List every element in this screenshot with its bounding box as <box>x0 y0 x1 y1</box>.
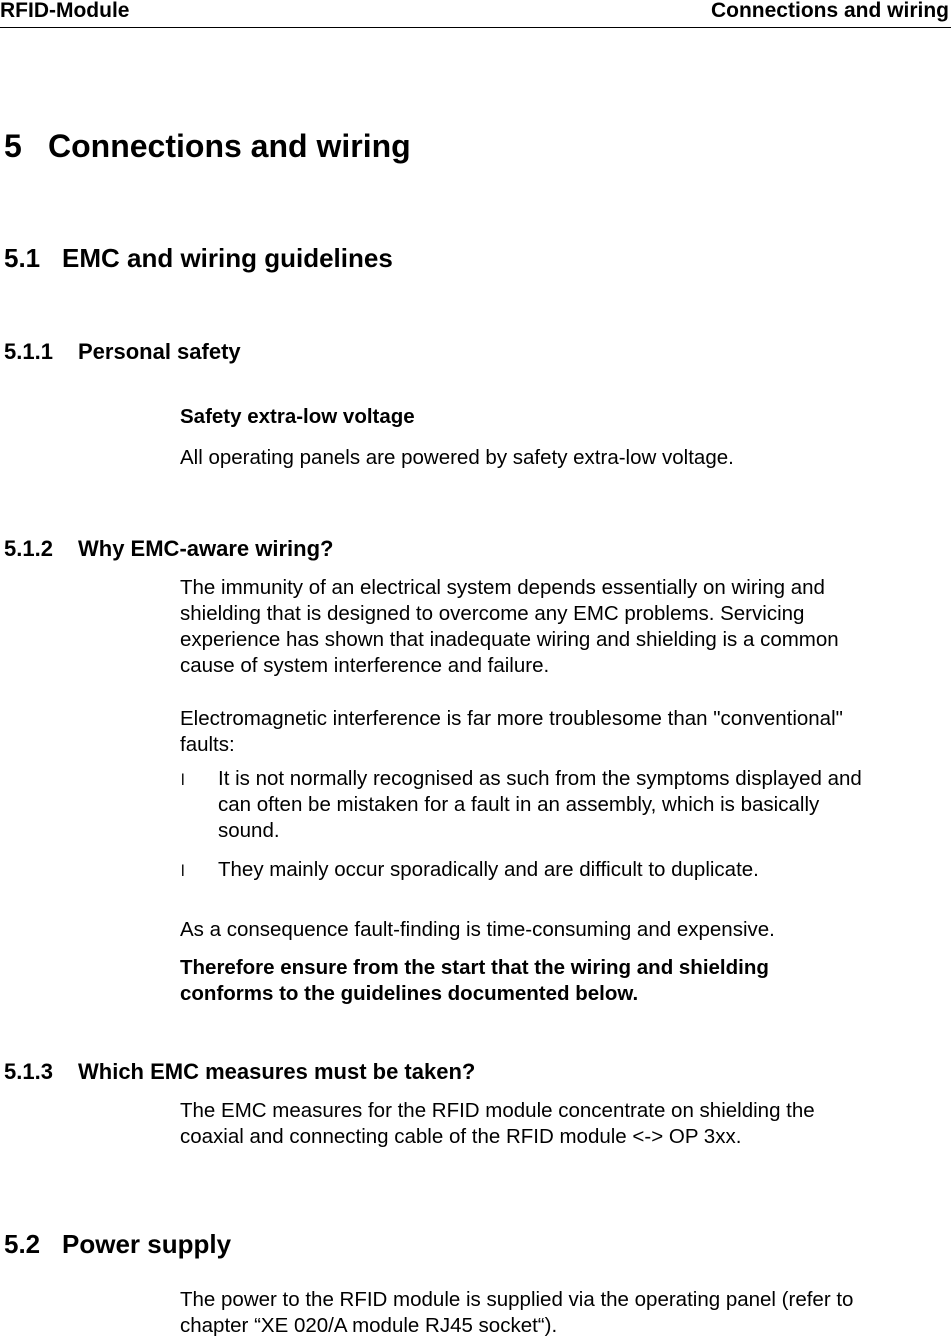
chapter-number: 5 <box>4 128 22 164</box>
emc-paragraph-3: As a consequence fault-finding is time-consuming and expensive. <box>180 918 775 941</box>
text-line: Electromagnetic interference is far more troublesome than "conventional" <box>180 707 843 730</box>
text-line: They mainly occur sporadically and are difficult to duplicate. <box>218 858 759 881</box>
bullet-item <box>218 857 950 883</box>
emc-paragraph-2 <box>180 706 950 758</box>
text-line: shielding that is designed to overcome any EMC problems. Servicing <box>180 602 805 625</box>
bullet-item <box>218 766 950 844</box>
emc-paragraph-1 <box>180 575 950 679</box>
emc-emphasis <box>180 955 950 1007</box>
text-line: sound. <box>218 819 280 842</box>
text-line: faults: <box>180 733 235 756</box>
chapter-heading <box>4 128 411 165</box>
safety-text: All operating panels are powered by safety extra-low voltage. <box>180 446 734 469</box>
text-line: The power to the RFID module is supplied via the operating panel (refer to <box>180 1288 854 1311</box>
subsection-title: Personal safety <box>78 339 241 364</box>
section-number: 5.2 <box>4 1229 41 1259</box>
text-line: The immunity of an electrical system depends essentially on wiring and <box>180 576 825 599</box>
subsection-number: 5.1.1 <box>4 339 53 364</box>
text-line: experience has shown that inadequate wiring and shielding is a common <box>180 628 839 651</box>
subsection-number: 5.1.2 <box>4 536 53 561</box>
section-title: EMC and wiring guidelines <box>62 243 393 273</box>
section-heading-5-1 <box>4 243 393 274</box>
power-supply-text <box>180 1287 950 1339</box>
section-title: Power supply <box>62 1229 232 1259</box>
subsection-heading-5-1-3 <box>4 1059 476 1085</box>
subsection-heading-5-1-1 <box>4 339 241 365</box>
text-line: conforms to the guidelines documented below. <box>180 982 639 1005</box>
text-line: coaxial and connecting cable of the RFID module <-> OP 3xx. <box>180 1125 742 1148</box>
emc-measures-text <box>180 1098 950 1150</box>
chapter-title: Connections and wiring <box>48 128 411 164</box>
text-line: chapter “XE 020/A module RJ45 socket“). <box>180 1314 558 1337</box>
running-header-right: Connections and wiring <box>710 0 949 22</box>
header-rule <box>0 27 951 28</box>
text-line: cause of system interference and failure. <box>180 654 550 677</box>
text-line: It is not normally recognised as such from the symptoms displayed and <box>218 767 862 790</box>
bullet-marker: l <box>181 772 185 789</box>
text-line: The EMC measures for the RFID module concentrate on shielding the <box>180 1099 815 1122</box>
text-line: Therefore ensure from the start that the wiring and shielding <box>180 956 769 979</box>
running-header-left: RFID-Module <box>0 0 130 22</box>
subsection-heading-5-1-2 <box>4 536 334 562</box>
section-number: 5.1 <box>4 243 41 273</box>
safety-subheading: Safety extra-low voltage <box>180 405 415 428</box>
subsection-title: Why EMC-aware wiring? <box>78 536 334 561</box>
subsection-title: Which EMC measures must be taken? <box>78 1059 476 1084</box>
text-line: can often be mistaken for a fault in an assembly, which is basically <box>218 793 820 816</box>
bullet-marker: l <box>181 863 185 880</box>
subsection-number: 5.1.3 <box>4 1059 53 1084</box>
section-heading-5-2 <box>4 1229 232 1260</box>
